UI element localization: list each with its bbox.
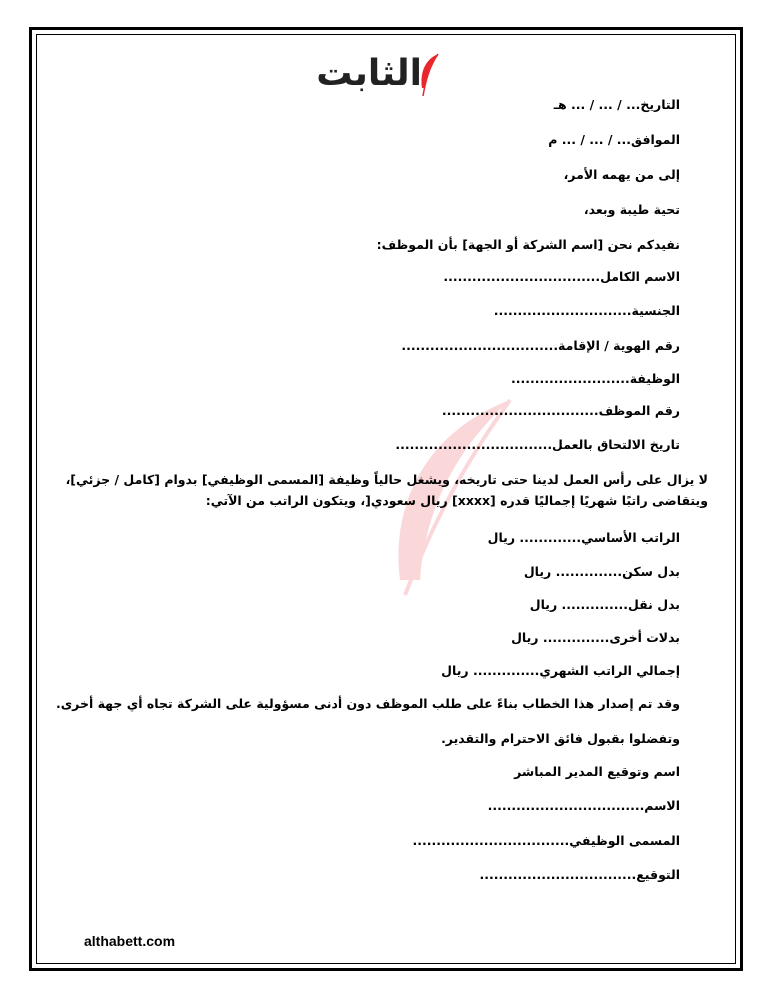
salutation-line: إلى من يهمه الأمر،	[563, 167, 680, 182]
hijri-date-line: التاريخ... / ... / ... هـ	[553, 97, 680, 112]
greeting-line: تحية طيبة وبعد،	[583, 202, 680, 217]
employee-number-field: رقم الموظف.................................	[441, 403, 680, 418]
other-allowances-line: بدلات أخرى.............. ريال	[511, 630, 680, 645]
id-number-field: رقم الهوية / الإقامة.................................	[401, 338, 680, 353]
closing-line: وتفضلوا بقبول فائق الاحترام والتقدير.	[441, 731, 680, 746]
nationality-field: الجنسية.............................	[493, 303, 680, 318]
transport-allowance-line: بدل نقل.............. ريال	[529, 597, 680, 612]
employment-paragraph: لا يزال على رأس العمل لدينا حتى تاريخه، ويشغل حالياً وظيفة [المسمى الوظيفي] بدوام [كامل / جزئي]، ويتقاضى راتبًا شهريًا إجماليًا قدره [xxxx] ريال سعودي[، ويتكون الراتب من الآتي:	[65, 472, 708, 508]
disclaimer-line: وقد تم إصدار هذا الخطاب بناءً على طلب الموظف دون أدنى مسؤولية على الشركة تجاه أي جهة أخرى.	[55, 696, 680, 711]
brand-logo	[316, 50, 442, 100]
feather-icon	[416, 52, 442, 98]
housing-allowance-line: بدل سكن.............. ريال	[523, 564, 680, 579]
gregorian-date-line: الموافق... / ... / ... م	[548, 132, 680, 147]
full-name-field: الاسم الكامل.................................	[443, 269, 680, 284]
logo-wordmark: الثابت	[316, 53, 422, 94]
join-date-field: تاريخ الالتحاق بالعمل.................................	[395, 437, 680, 452]
job-field: الوظيفة.........................	[511, 371, 680, 386]
intro-line: نفيدكم نحن [اسم الشركة أو الجهة] بأن الموظف:	[376, 237, 680, 252]
basic-salary-line: الراتب الأساسي............. ريال	[487, 530, 680, 545]
manager-heading: اسم وتوقيع المدير المباشر	[514, 764, 680, 779]
website-link[interactable]: althabett.com	[84, 933, 176, 949]
manager-title-field: المسمى الوظيفي.................................	[412, 833, 680, 848]
total-salary-line: إجمالي الراتب الشهري.............. ريال	[441, 663, 680, 678]
signature-field: التوقيع.................................	[479, 867, 680, 882]
manager-name-field: الاسم.................................	[487, 798, 680, 813]
